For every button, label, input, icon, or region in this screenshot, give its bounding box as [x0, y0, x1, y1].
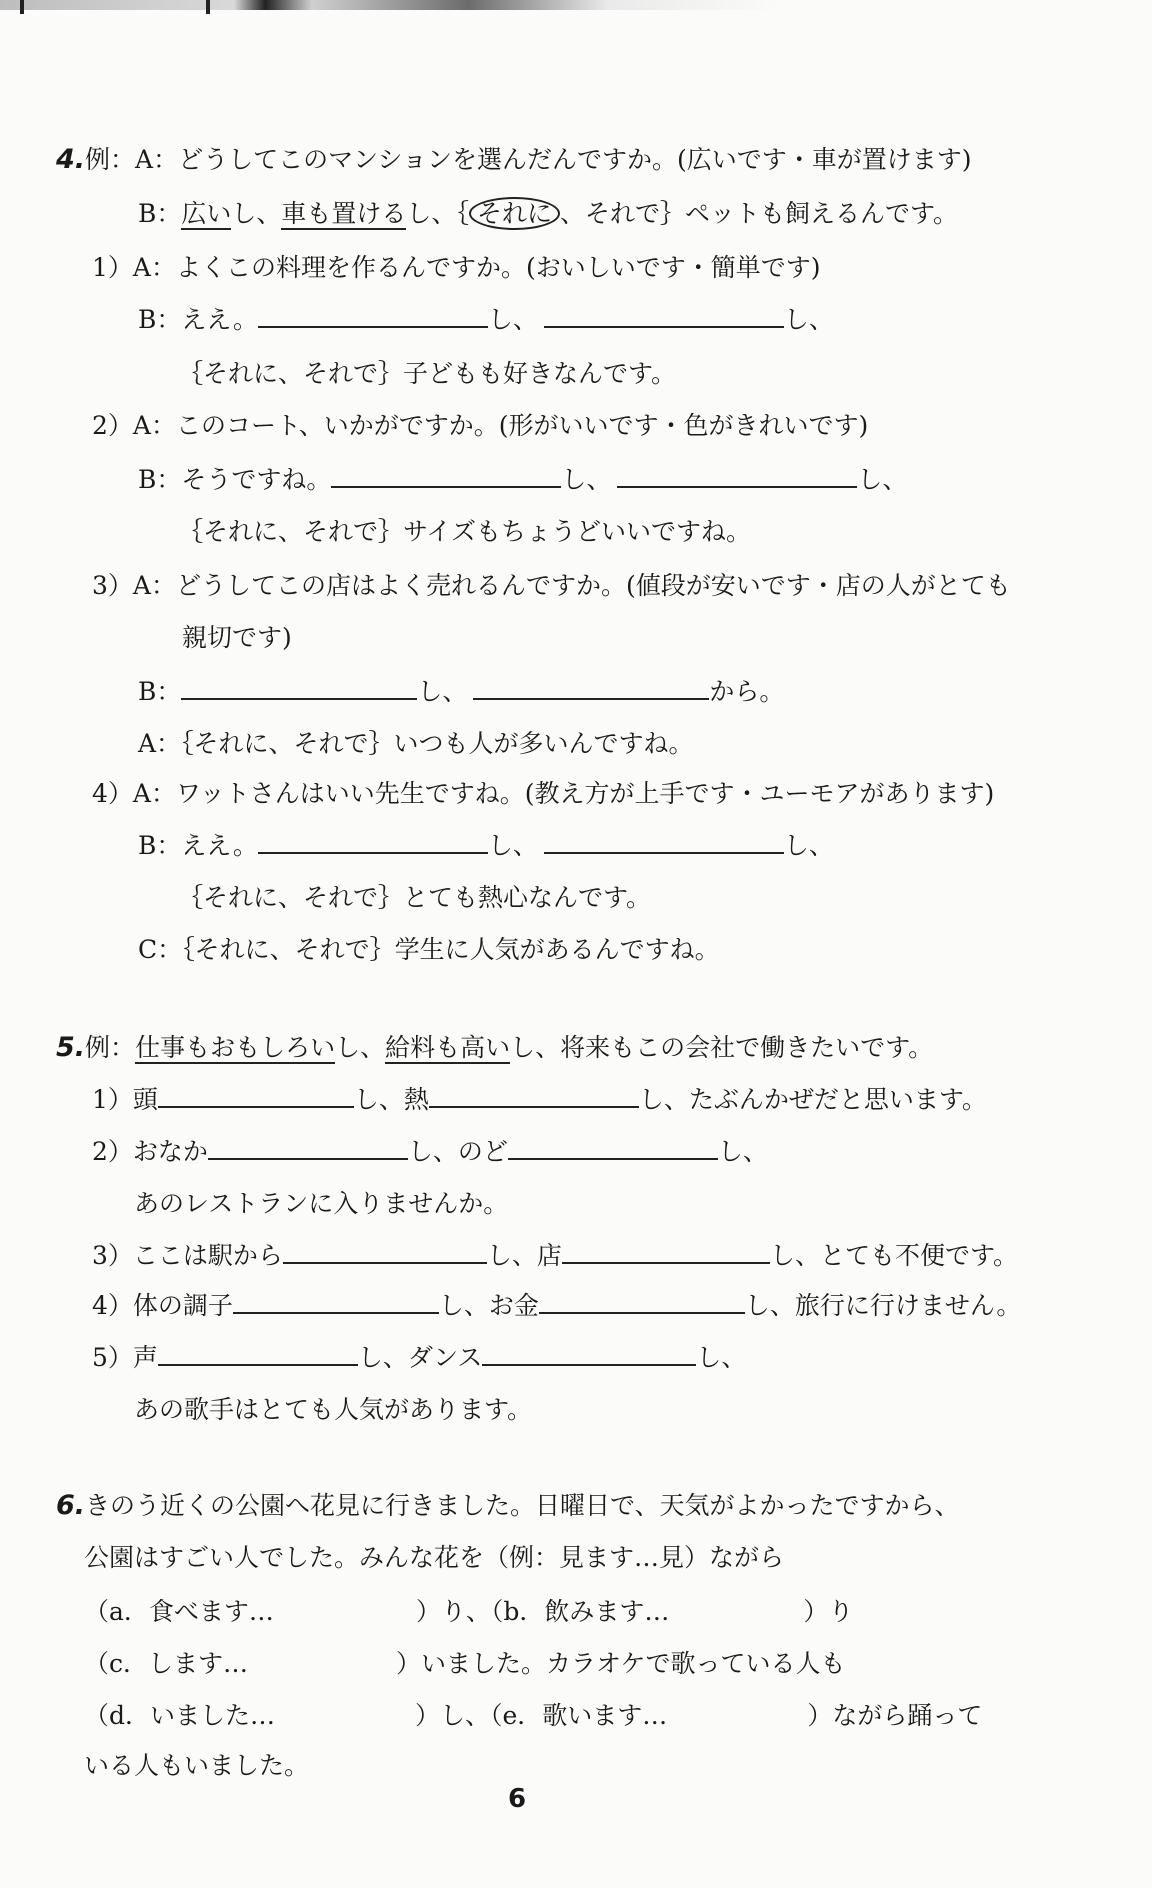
answer-blank[interactable]	[233, 1290, 439, 1314]
answer-blank[interactable]	[258, 830, 488, 854]
ex4-q3-a-cont: 親切です)	[182, 623, 292, 652]
exercise-number: 5.	[56, 1032, 86, 1063]
ex4-q3-a: 3）A：どうしてこの店はよく売れるんですか。(値段が安いです・店の人がとても	[92, 571, 1011, 600]
underlined-answer: 車も置ける	[281, 199, 407, 228]
answer-blank[interactable]	[158, 1342, 358, 1366]
answer-blank[interactable]	[283, 1240, 487, 1264]
ex4-example-a: 4.例：A：どうしてこのマンションを選んだんですか。(広いです・車が置けます)	[56, 144, 972, 175]
answer-blank[interactable]	[562, 1240, 770, 1264]
exercise-number: 4.	[56, 144, 86, 175]
ex4-q2-c: ｛それに、それで｝サイズもちょうどいいですね。	[178, 517, 752, 546]
answer-blank[interactable]	[158, 1084, 354, 1108]
ex6-line-2: 公園はすごい人でした。みんな花を（例：見ます…見）ながら	[84, 1543, 785, 1572]
ex5-q5-cont: あの歌手はとても人気があります。	[134, 1395, 533, 1424]
ex4-q1-a: 1）A：よくこの料理を作るんですか。(おいしいです・簡単です)	[92, 253, 821, 282]
answer-blank[interactable]	[539, 1290, 745, 1314]
answer-blank[interactable]	[331, 464, 561, 488]
exercise-number: 6.	[56, 1490, 86, 1521]
ex5-q1: 1）頭 し、熱 し、たぶんかぜだと思います。	[92, 1085, 987, 1114]
scan-edge-mark	[206, 0, 210, 14]
answer-blank[interactable]	[544, 830, 784, 854]
ex4-q4-a: 4）A：ワットさんはいい先生ですね。(教え方が上手です・ユーモアがあります)	[92, 779, 995, 808]
answer-blank[interactable]	[181, 676, 417, 700]
page-number: 6	[508, 1784, 527, 1814]
ex4-q2-b: B：そうですね。 し、 し、	[138, 465, 908, 494]
answer-blank[interactable]	[544, 304, 784, 328]
ex5-q5: 5）声 し、ダンス し、	[92, 1343, 747, 1372]
ex6-line-5: （d．いました… ）し、（e．歌います… ）ながら踊って	[84, 1701, 983, 1730]
ex6-line-3: （a．食べます… ）り、（b．飲みます… ）り	[84, 1597, 854, 1626]
ex4-q2-a: 2）A：このコート、いかがですか。(形がいいです・色がきれいです)	[92, 411, 869, 440]
ex6-line-6: いる人もいました。	[84, 1751, 310, 1780]
ex5-q4: 4）体の調子 し、お金 し、旅行に行けません。	[92, 1291, 1022, 1320]
scan-edge-mark	[20, 0, 24, 14]
answer-blank[interactable]	[258, 304, 488, 328]
underlined-answer: 広い	[181, 199, 232, 228]
answer-blank[interactable]	[208, 1136, 408, 1160]
ex6-line-4: （c．します… ）いました。カラオケで歌っている人も	[84, 1649, 846, 1678]
circled-choice: それに	[469, 197, 560, 230]
ex5-q2-cont: あのレストランに入りませんか。	[134, 1189, 509, 1218]
underlined-answer: 給料も高い	[385, 1033, 511, 1062]
answer-blank[interactable]	[508, 1136, 718, 1160]
ex5-q3: 3）ここは駅から し、店 し、とても不便です。	[92, 1241, 1018, 1270]
ex6-line-1: 6.きのう近くの公園へ花見に行きました。日曜日で、天気がよかったですから、	[56, 1490, 960, 1521]
answer-blank[interactable]	[429, 1084, 639, 1108]
ex4-q3-c: A：｛それに、それで｝いつも人が多いんですね。	[138, 729, 694, 758]
answer-blank[interactable]	[617, 464, 857, 488]
ex4-q3-b: B： し、 から。	[138, 677, 785, 706]
ex4-q4-c: ｛それに、それで｝とても熱心なんです。	[178, 883, 652, 912]
scan-edge-shadow	[0, 0, 780, 10]
ex5-q2: 2）おなか し、のど し、	[92, 1137, 768, 1166]
ex4-q1-b: B：ええ。 し、 し、	[138, 305, 834, 334]
underlined-answer: 仕事もおもしろい	[135, 1033, 336, 1062]
ex4-q4-b: B：ええ。 し、 し、	[138, 831, 834, 860]
answer-blank[interactable]	[482, 1342, 696, 1366]
ex4-q4-d: C：｛それに、それで｝学生に人気があるんですね。	[138, 935, 720, 964]
ex5-example: 5.例：仕事もおもしろいし、給料も高いし、将来もこの会社で働きたいです。	[56, 1032, 934, 1063]
ex4-example-b: B：広いし、車も置けるし、｛ それに 、それで｝ペットも飼えるんです。	[138, 199, 958, 228]
answer-blank[interactable]	[473, 676, 709, 700]
ex4-q1-c: ｛それに、それで｝子どもも好きなんです。	[178, 359, 677, 388]
